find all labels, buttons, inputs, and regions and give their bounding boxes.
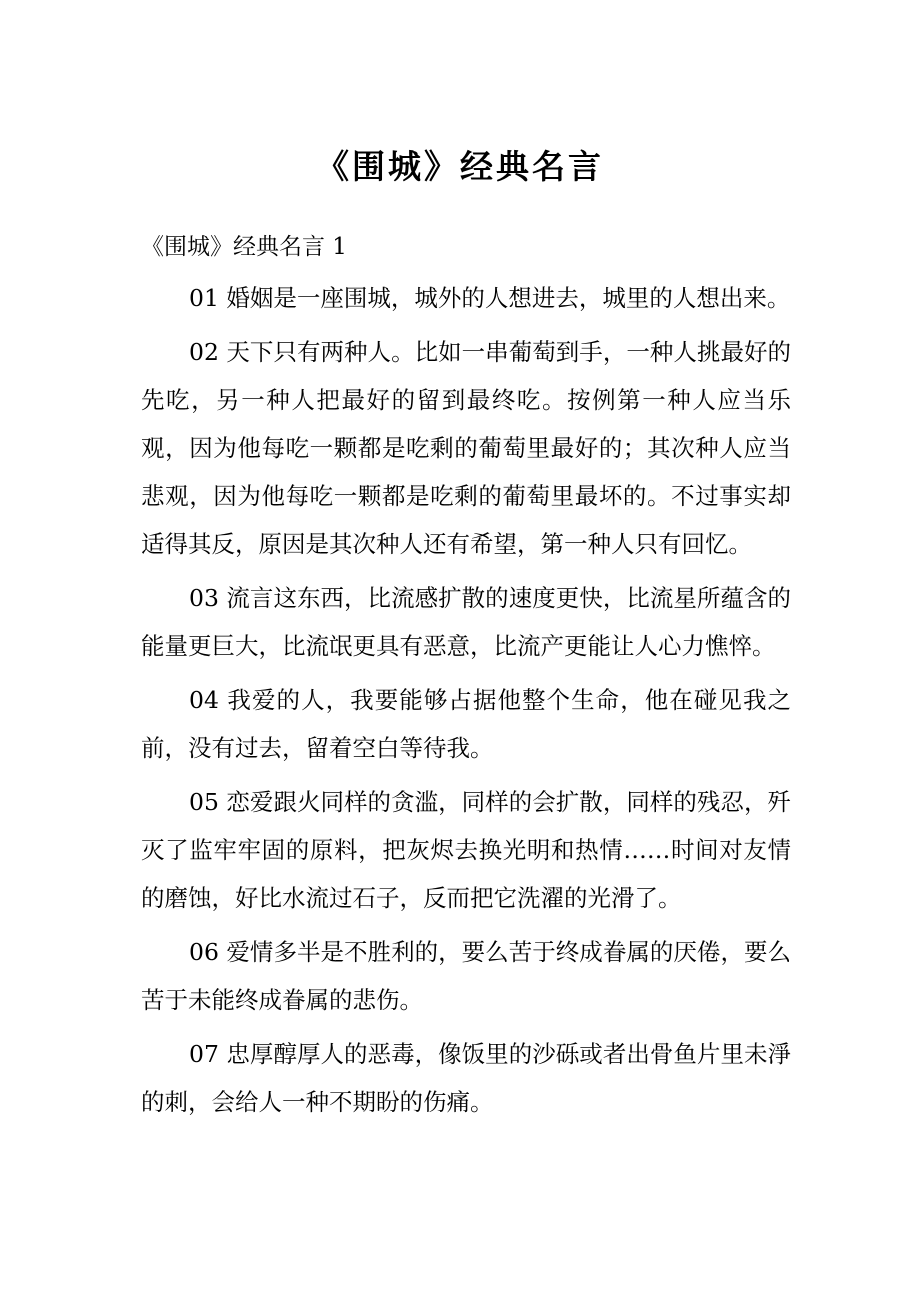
quote-item: 01 婚姻是一座围城，城外的人想进去，城里的人想出来。 [189, 284, 791, 312]
quote-item: 06 爱情多半是不胜利的，要么苦于终成眷属的厌倦，要么苦于未能终成眷属的悲伤。 [141, 938, 791, 1014]
section-subtitle: 《围城》经典名言 1 [141, 234, 347, 260]
quote-item: 02 天下只有两种人。比如一串葡萄到手，一种人挑最好的先吃，另一种人把最好的留到最终吃。按例第一种人应当乐观，因为他每吃一颗都是吃剩的葡萄里最好的；其次种人应当悲观，因为他每吃一颗都是吃剩的葡萄里最坏的。不过事实却适得其反，原因是其次种人还有希望，第一种人只有回忆。 [141, 338, 791, 558]
quote-list [141, 274, 791, 1132]
quote-item: 03 流言这东西，比流感扩散的速度更快，比流星所蕴含的能量更巨大，比流氓更具有恶意，比流产更能让人心力憔悴。 [141, 584, 791, 660]
document-title: 《围城》经典名言 [316, 147, 604, 186]
quote-item: 05 恋爱跟火同样的贪滥，同样的会扩散，同样的残忍，歼灭了监牢牢固的原料，把灰烬去换光明和热情……时间对友情的磨蚀，好比水流过石子，反而把它洗濯的光滑了。 [141, 788, 791, 912]
quote-item: 04 我爱的人，我要能够占据他整个生命，他在碰见我之前，没有过去，留着空白等待我。 [141, 686, 791, 762]
quote-item: 07 忠厚醇厚人的恶毒，像饭里的沙砾或者出骨鱼片里未淨的刺，会给人一种不期盼的伤痛。 [141, 1040, 791, 1116]
